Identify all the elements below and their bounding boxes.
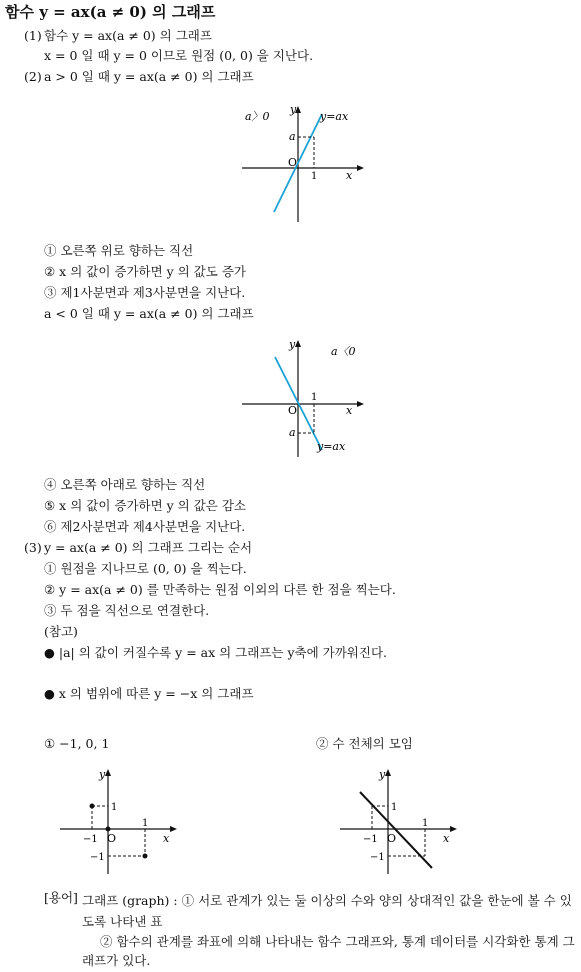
x-axis-label: x xyxy=(443,832,450,845)
section-1-heading: 함수 y = ax(a ≠ 0) 의 그래프 xyxy=(44,28,212,43)
x-axis-label: x xyxy=(346,169,353,182)
y-axis-label: y xyxy=(289,338,296,351)
section-3-number: (3) xyxy=(24,540,42,555)
negative-case-heading: a < 0 일 때 y = ax(a ≠ 0) 의 그래프 xyxy=(44,306,254,321)
range-right-label: ② 수 전체의 모임 xyxy=(316,736,413,751)
origin-label: O xyxy=(288,156,298,169)
x-tick-1: 1 xyxy=(422,818,429,829)
a-tick-label: a xyxy=(289,426,296,439)
y-axis-label: y xyxy=(99,768,106,781)
equation-label: y=ax xyxy=(317,440,346,453)
term-definition-1: 그래프 (graph) : ① 서로 관계가 있는 둘 이상의 수와 양의 상대적인 값을 한눈에 볼 수 있도록 나타낸 표 xyxy=(82,893,572,929)
graph-discrete-points xyxy=(55,762,185,877)
equation-label: y=ax xyxy=(320,110,349,123)
x-axis-label: x xyxy=(346,404,353,417)
condition-label: a〈0 xyxy=(331,345,356,358)
y-tick-1: 1 xyxy=(111,802,118,813)
page-title: 함수 y = ax(a ≠ 0) 의 그래프 xyxy=(5,3,216,21)
point-origin xyxy=(106,827,111,832)
point-1-minus1 xyxy=(143,854,148,859)
y-tick-minus1: −1 xyxy=(90,852,105,863)
negative-item-2: ⑤ x 의 값이 증가하면 y 의 값은 감소 xyxy=(44,498,247,513)
note-label: (참고) xyxy=(44,624,78,639)
negative-item-1: ④ 오른쪽 아래로 향하는 직선 xyxy=(44,477,206,492)
x-axis-label: x xyxy=(163,832,170,845)
x-tick-minus1: −1 xyxy=(363,834,378,845)
condition-label: a〉0 xyxy=(245,110,270,123)
range-left-label: ① −1, 0, 1 xyxy=(44,736,110,751)
y-tick-minus1: −1 xyxy=(370,852,385,863)
term-label: [용어] xyxy=(44,890,78,905)
positive-item-2: ② x 의 값이 증가하면 y 의 값도 증가 xyxy=(44,264,247,279)
x-tick-minus1: −1 xyxy=(83,834,98,845)
origin-label: O xyxy=(107,832,117,845)
range-heading: ● x 의 범위에 따른 y = −x 의 그래프 xyxy=(44,686,254,701)
y-axis-label: y xyxy=(290,103,297,116)
graph-all-reals xyxy=(335,762,465,877)
step-3: ③ 두 점을 직선으로 연결한다. xyxy=(44,603,210,618)
step-1: ① 원점을 지나므로 (0, 0) 을 찍는다. xyxy=(44,561,247,576)
note-text: ● |a| 의 값이 커질수록 y = ax 의 그래프는 y축에 가까워진다. xyxy=(44,645,387,660)
section-2-number: (2) xyxy=(24,69,42,84)
x-tick-1: 1 xyxy=(311,392,318,403)
section-1-number: (1) xyxy=(24,28,42,43)
y-tick-1: 1 xyxy=(391,802,398,813)
point-minus1-1 xyxy=(90,804,95,809)
graph-positive-slope xyxy=(235,100,370,230)
step-2: ② y = ax(a ≠ 0) 를 만족하는 원점 이외의 다른 한 점을 찍는다. xyxy=(44,582,396,597)
x-tick-1: 1 xyxy=(142,818,149,829)
positive-item-1: ① 오른쪽 위로 향하는 직선 xyxy=(44,243,194,258)
section-3-heading: y = ax(a ≠ 0) 의 그래프 그리는 순서 xyxy=(44,540,253,555)
graph-negative-slope xyxy=(235,335,370,465)
y-axis-label: y xyxy=(379,768,386,781)
origin-label: O xyxy=(387,832,397,845)
x-tick-1: 1 xyxy=(311,171,318,182)
section-1-body: x = 0 일 때 y = 0 이므로 원점 (0, 0) 을 지난다. xyxy=(44,48,314,63)
term-definition-2: ② 함수의 관계를 좌표에 의해 나타내는 함수 그래프와, 통계 데이터를 시각화한 통계 그래프가 있다. xyxy=(82,934,575,968)
origin-label: O xyxy=(288,404,298,417)
negative-item-3: ⑥ 제2사분면과 제4사분면을 지난다. xyxy=(44,519,246,534)
a-tick-label: a xyxy=(289,130,296,143)
positive-item-3: ③ 제1사분면과 제3사분면을 지난다. xyxy=(44,285,246,300)
positive-case-heading: a > 0 일 때 y = ax(a ≠ 0) 의 그래프 xyxy=(44,69,254,84)
